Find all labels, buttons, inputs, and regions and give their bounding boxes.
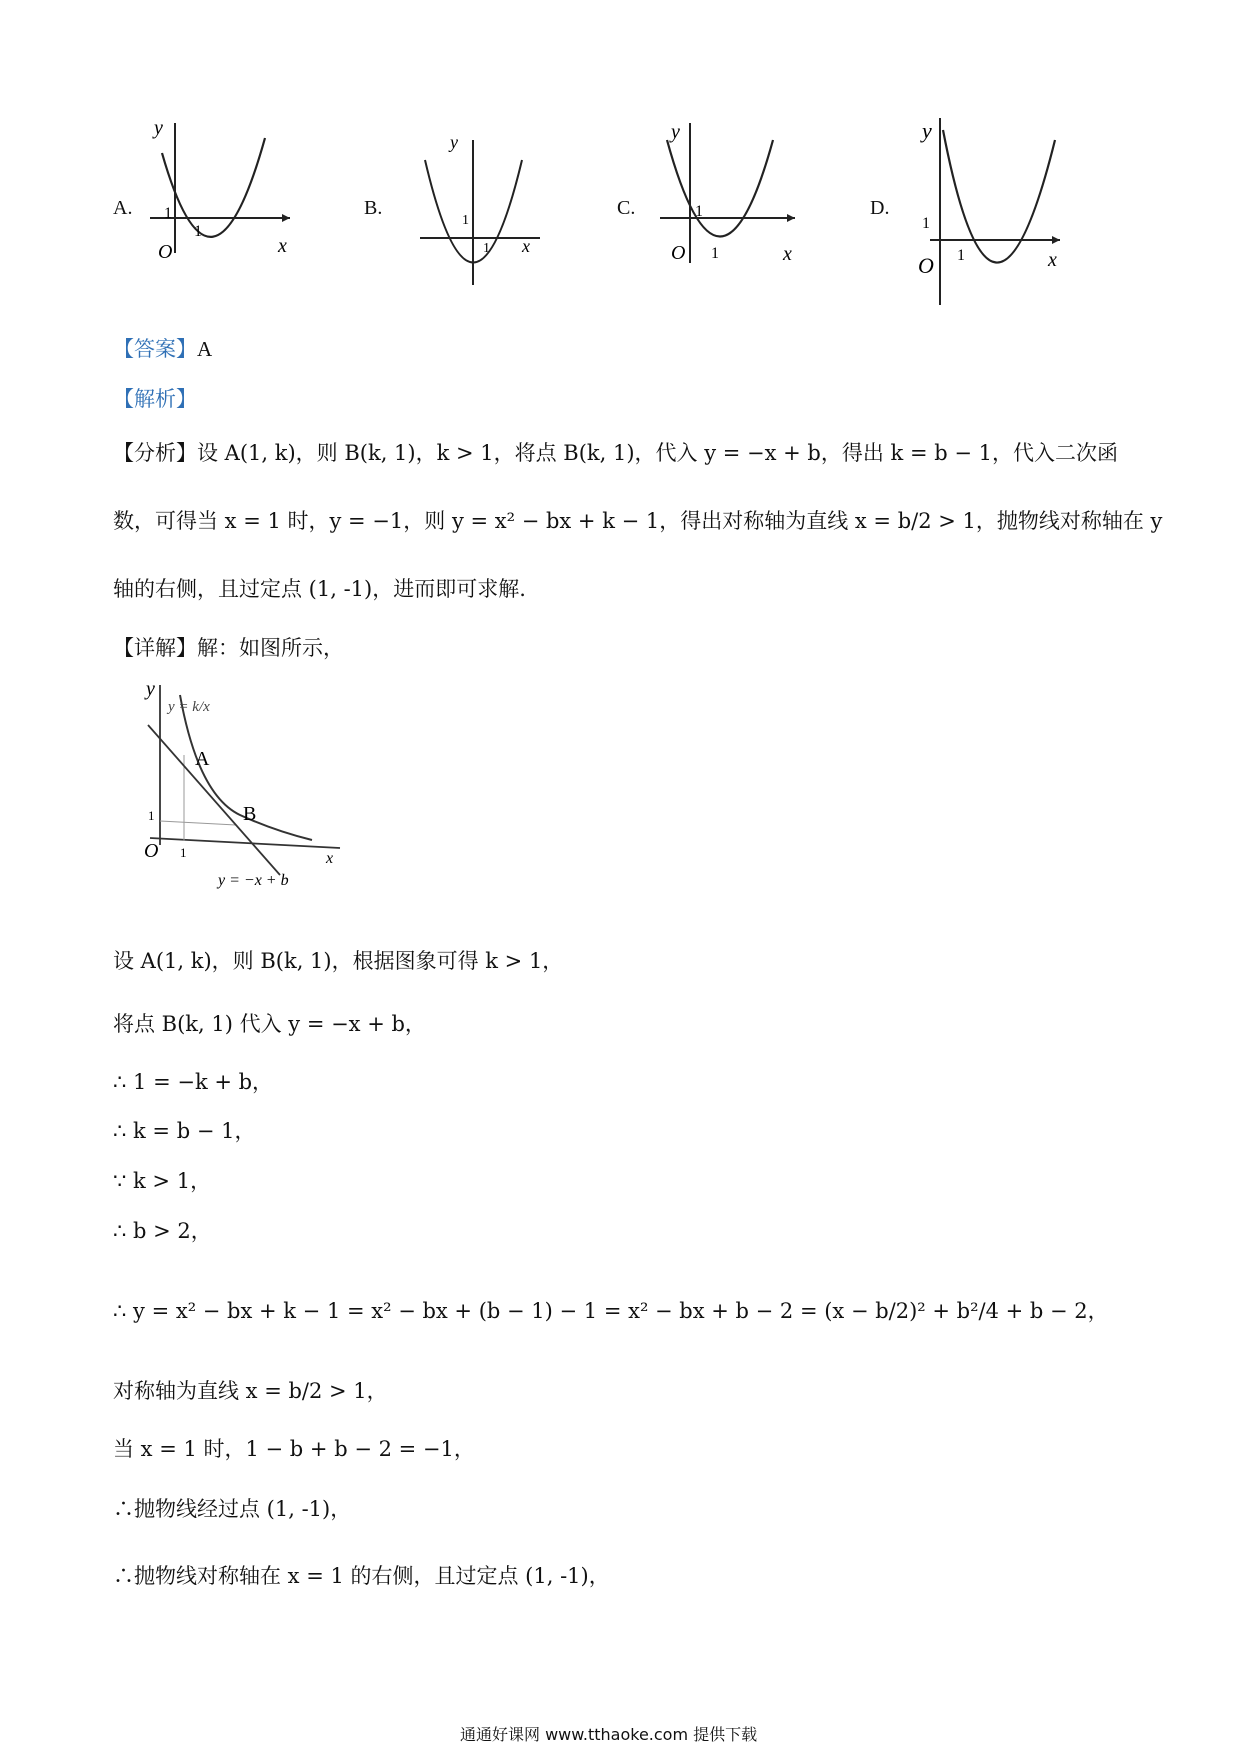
- fenxi-line-1: [113, 437, 1118, 467]
- xiangjie-text: 解：如图所示，: [197, 636, 344, 660]
- option-b-graph: [410, 130, 550, 290]
- analysis-tag: 【解析】: [113, 387, 197, 411]
- y-axis-label: y: [922, 118, 932, 143]
- y-tick-one: 1: [695, 203, 703, 220]
- x-tick-one: 1: [711, 245, 719, 262]
- step-10: ∴抛物线经过点 (1, -1)，: [113, 1497, 352, 1521]
- step-2: 将点 B(k, 1) 代入 y = −x + b，: [113, 1012, 426, 1036]
- x-axis-label: x: [278, 235, 287, 257]
- fig-x-label: x: [326, 850, 334, 867]
- step-5: ∵ k > 1，: [113, 1169, 212, 1193]
- option-d-graph: [910, 110, 1070, 310]
- y-axis-label: y: [671, 121, 680, 143]
- fig-one-y: 1: [148, 808, 155, 823]
- origin-label: O: [671, 242, 686, 264]
- option-b-label: B.: [364, 197, 383, 219]
- fig-line-label: y = −x + b: [218, 872, 289, 889]
- fig-y-label: y: [146, 678, 155, 700]
- fig-origin: O: [144, 840, 159, 862]
- answer-line: [113, 333, 212, 363]
- y-axis-label: y: [154, 118, 163, 139]
- footer-text: 通通好课网 www.tthaoke.com 提供下载: [460, 1725, 758, 1744]
- option-c-label: C.: [617, 197, 636, 219]
- solution-figure: [140, 675, 350, 900]
- x-tick-one: 1: [483, 241, 490, 256]
- step-11: ∴抛物线对称轴在 x = 1 的右侧，且过定点 (1, -1)，: [113, 1564, 610, 1588]
- step-6: ∴ b > 2，: [113, 1219, 212, 1243]
- y-tick-one: 1: [922, 215, 930, 232]
- x-axis-label: x: [1048, 249, 1057, 271]
- x-tick-one: 1: [957, 247, 965, 264]
- answer-value: A: [197, 337, 213, 361]
- step-7: ∴ y = x² − bx + k − 1 = x² − bx + (b − 1) − 1 = x² − bx + b − 2 = (x − b/2)² + b²/4 + b − 2，: [113, 1299, 1109, 1323]
- xiangjie-tag: 【详解】: [113, 636, 197, 660]
- y-tick-one: 1: [462, 213, 469, 228]
- fig-point-b: B: [243, 803, 257, 825]
- step-4: ∴ k = b − 1，: [113, 1119, 256, 1143]
- fenxi-tag: 【分析】: [113, 441, 197, 465]
- option-a-label: A.: [113, 197, 133, 219]
- option-a-graph: [140, 118, 310, 258]
- fig-point-a: A: [195, 748, 210, 770]
- y-axis-label: y: [450, 132, 458, 152]
- option-c-graph: [655, 118, 805, 268]
- answer-tag: 【答案】: [113, 337, 197, 361]
- y-tick-one: 1: [164, 205, 172, 222]
- fenxi-text-1: 设 A(1, k)，则 B(k, 1)，k > 1，将点 B(k, 1)，代入 y = −x + b，得出 k = b − 1，代入二次函: [197, 441, 1118, 465]
- option-d-label: D.: [870, 197, 890, 219]
- x-tick-one: 1: [194, 223, 202, 240]
- fenxi-line-3: 轴的右侧，且过定点 (1, -1)，进而即可求解.: [113, 577, 526, 601]
- step-8: 对称轴为直线 x = b/2 > 1，: [113, 1379, 388, 1403]
- xiangjie-line: [113, 632, 344, 662]
- fig-one-x: 1: [180, 845, 187, 860]
- fig-curve-label: y = k/x: [168, 699, 210, 715]
- step-9: 当 x = 1 时，1 − b + b − 2 = −1，: [113, 1437, 475, 1461]
- fenxi-line-2: 数，可得当 x = 1 时，y = −1，则 y = x² − bx + k − 1，得出对称轴为直线 x = b/2 > 1，抛物线对称轴在 y: [113, 509, 1163, 533]
- origin-label: O: [158, 241, 173, 258]
- x-axis-label: x: [783, 243, 792, 265]
- x-axis-label: x: [522, 236, 530, 256]
- step-3: ∴ 1 = −k + b，: [113, 1070, 274, 1094]
- origin-label: O: [918, 253, 934, 278]
- step-1: 设 A(1, k)，则 B(k, 1)，根据图象可得 k > 1，: [113, 949, 564, 973]
